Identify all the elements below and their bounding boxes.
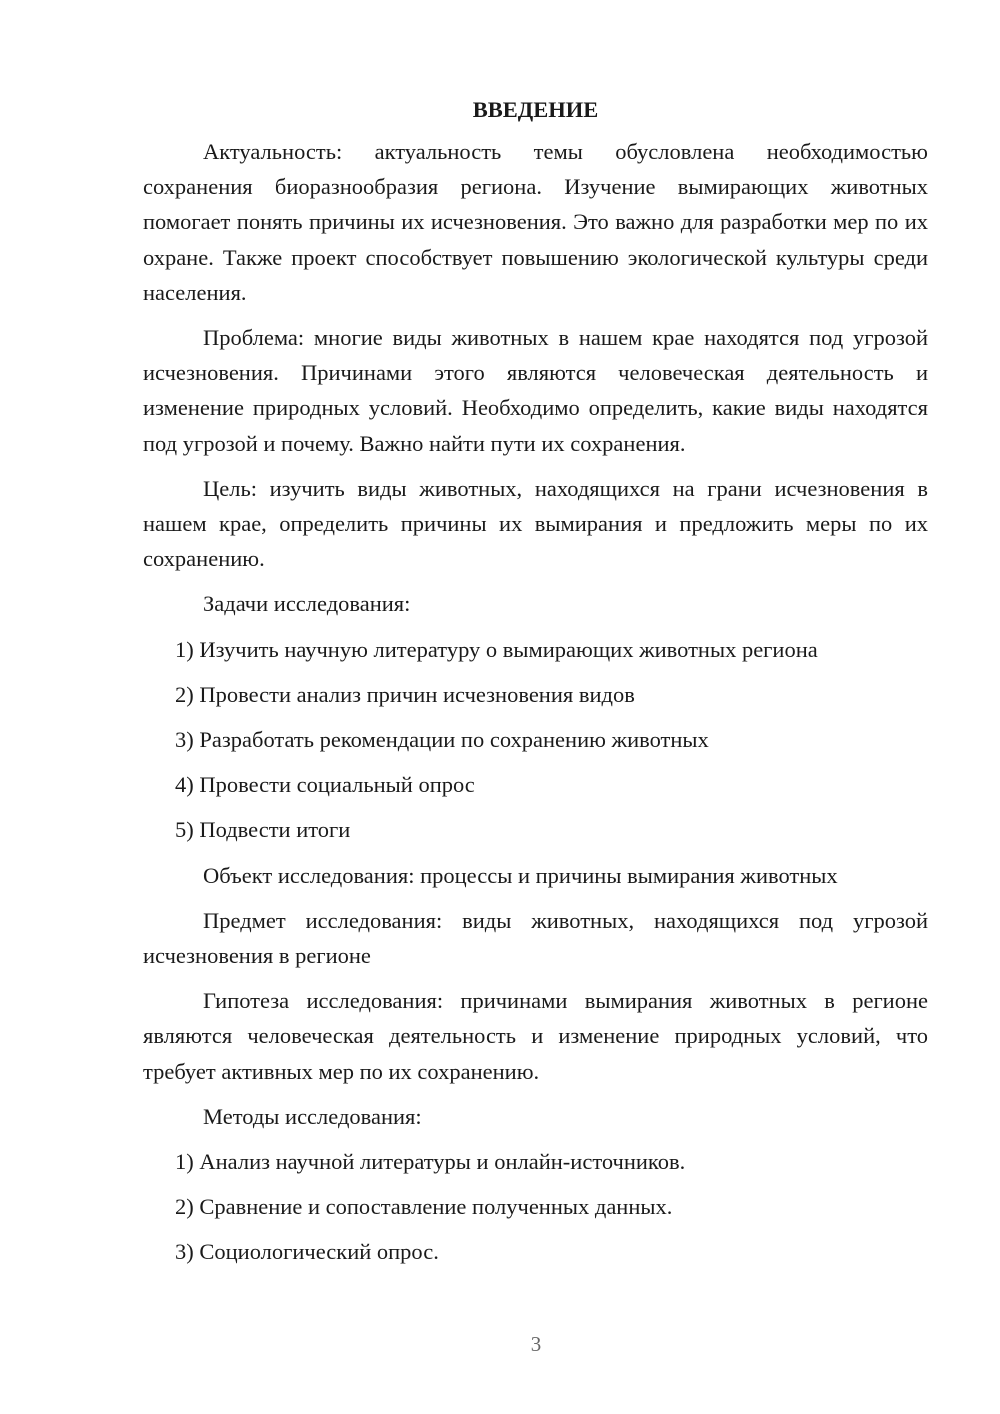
methods-list [143, 1144, 928, 1270]
method-item: 2) Сравнение и сопоставление полученных данных. [175, 1194, 673, 1220]
task-item: 3) Разработать рекомендации по сохранению животных [175, 727, 709, 753]
method-item: 1) Анализ научной литературы и онлайн-источников. [175, 1149, 686, 1175]
methods-label: Методы исследования: [203, 1103, 422, 1129]
task-item: 1) Изучить научную литературу о вымирающих животных региона [175, 636, 818, 662]
document-page [143, 92, 928, 1280]
task-item: 5) Подвести итоги [175, 817, 351, 843]
task-item: 4) Провести социальный опрос [175, 772, 475, 798]
page-number: 3 [530, 1332, 542, 1356]
problem-paragraph: Проблема: многие виды животных в нашем крае находятся под угрозой исчезновения. Причинами этого являются человеческая деятельность и изменение природных условий. Необходимо определить, какие виды находятся под угрозой и почему. Важно найти пути их сохранения. [143, 325, 928, 456]
object-paragraph: Объект исследования: процессы и причины вымирания животных [203, 862, 838, 888]
method-item: 3) Социологический опрос. [175, 1239, 439, 1265]
subject-paragraph: Предмет исследования: виды животных, находящихся под угрозой исчезновения в регионе [143, 907, 928, 969]
relevance-paragraph: Актуальность: актуальность темы обусловлена необходимостью сохранения биоразнообразия региона. Изучение вымирающих животных помогает понять причины их исчезновения. Это важно для разработки мер по их охране. Также проект способствует повышению экологической культуры среди населения. [143, 139, 928, 305]
tasks-list [143, 632, 928, 848]
tasks-label: Задачи исследования: [203, 591, 411, 617]
section-title: ВВЕДЕНИЕ [472, 97, 599, 122]
goal-paragraph: Цель: изучить виды животных, находящихся на грани исчезновения в нашем крае, определить причины их вымирания и предложить меры по их сохранению. [143, 475, 928, 572]
hypothesis-paragraph: Гипотеза исследования: причинами вымирания животных в регионе являются человеческая деятельность и изменение природных условий, что требует активных мер по их сохранению. [143, 988, 928, 1084]
task-item: 2) Провести анализ причин исчезновения видов [175, 681, 635, 707]
